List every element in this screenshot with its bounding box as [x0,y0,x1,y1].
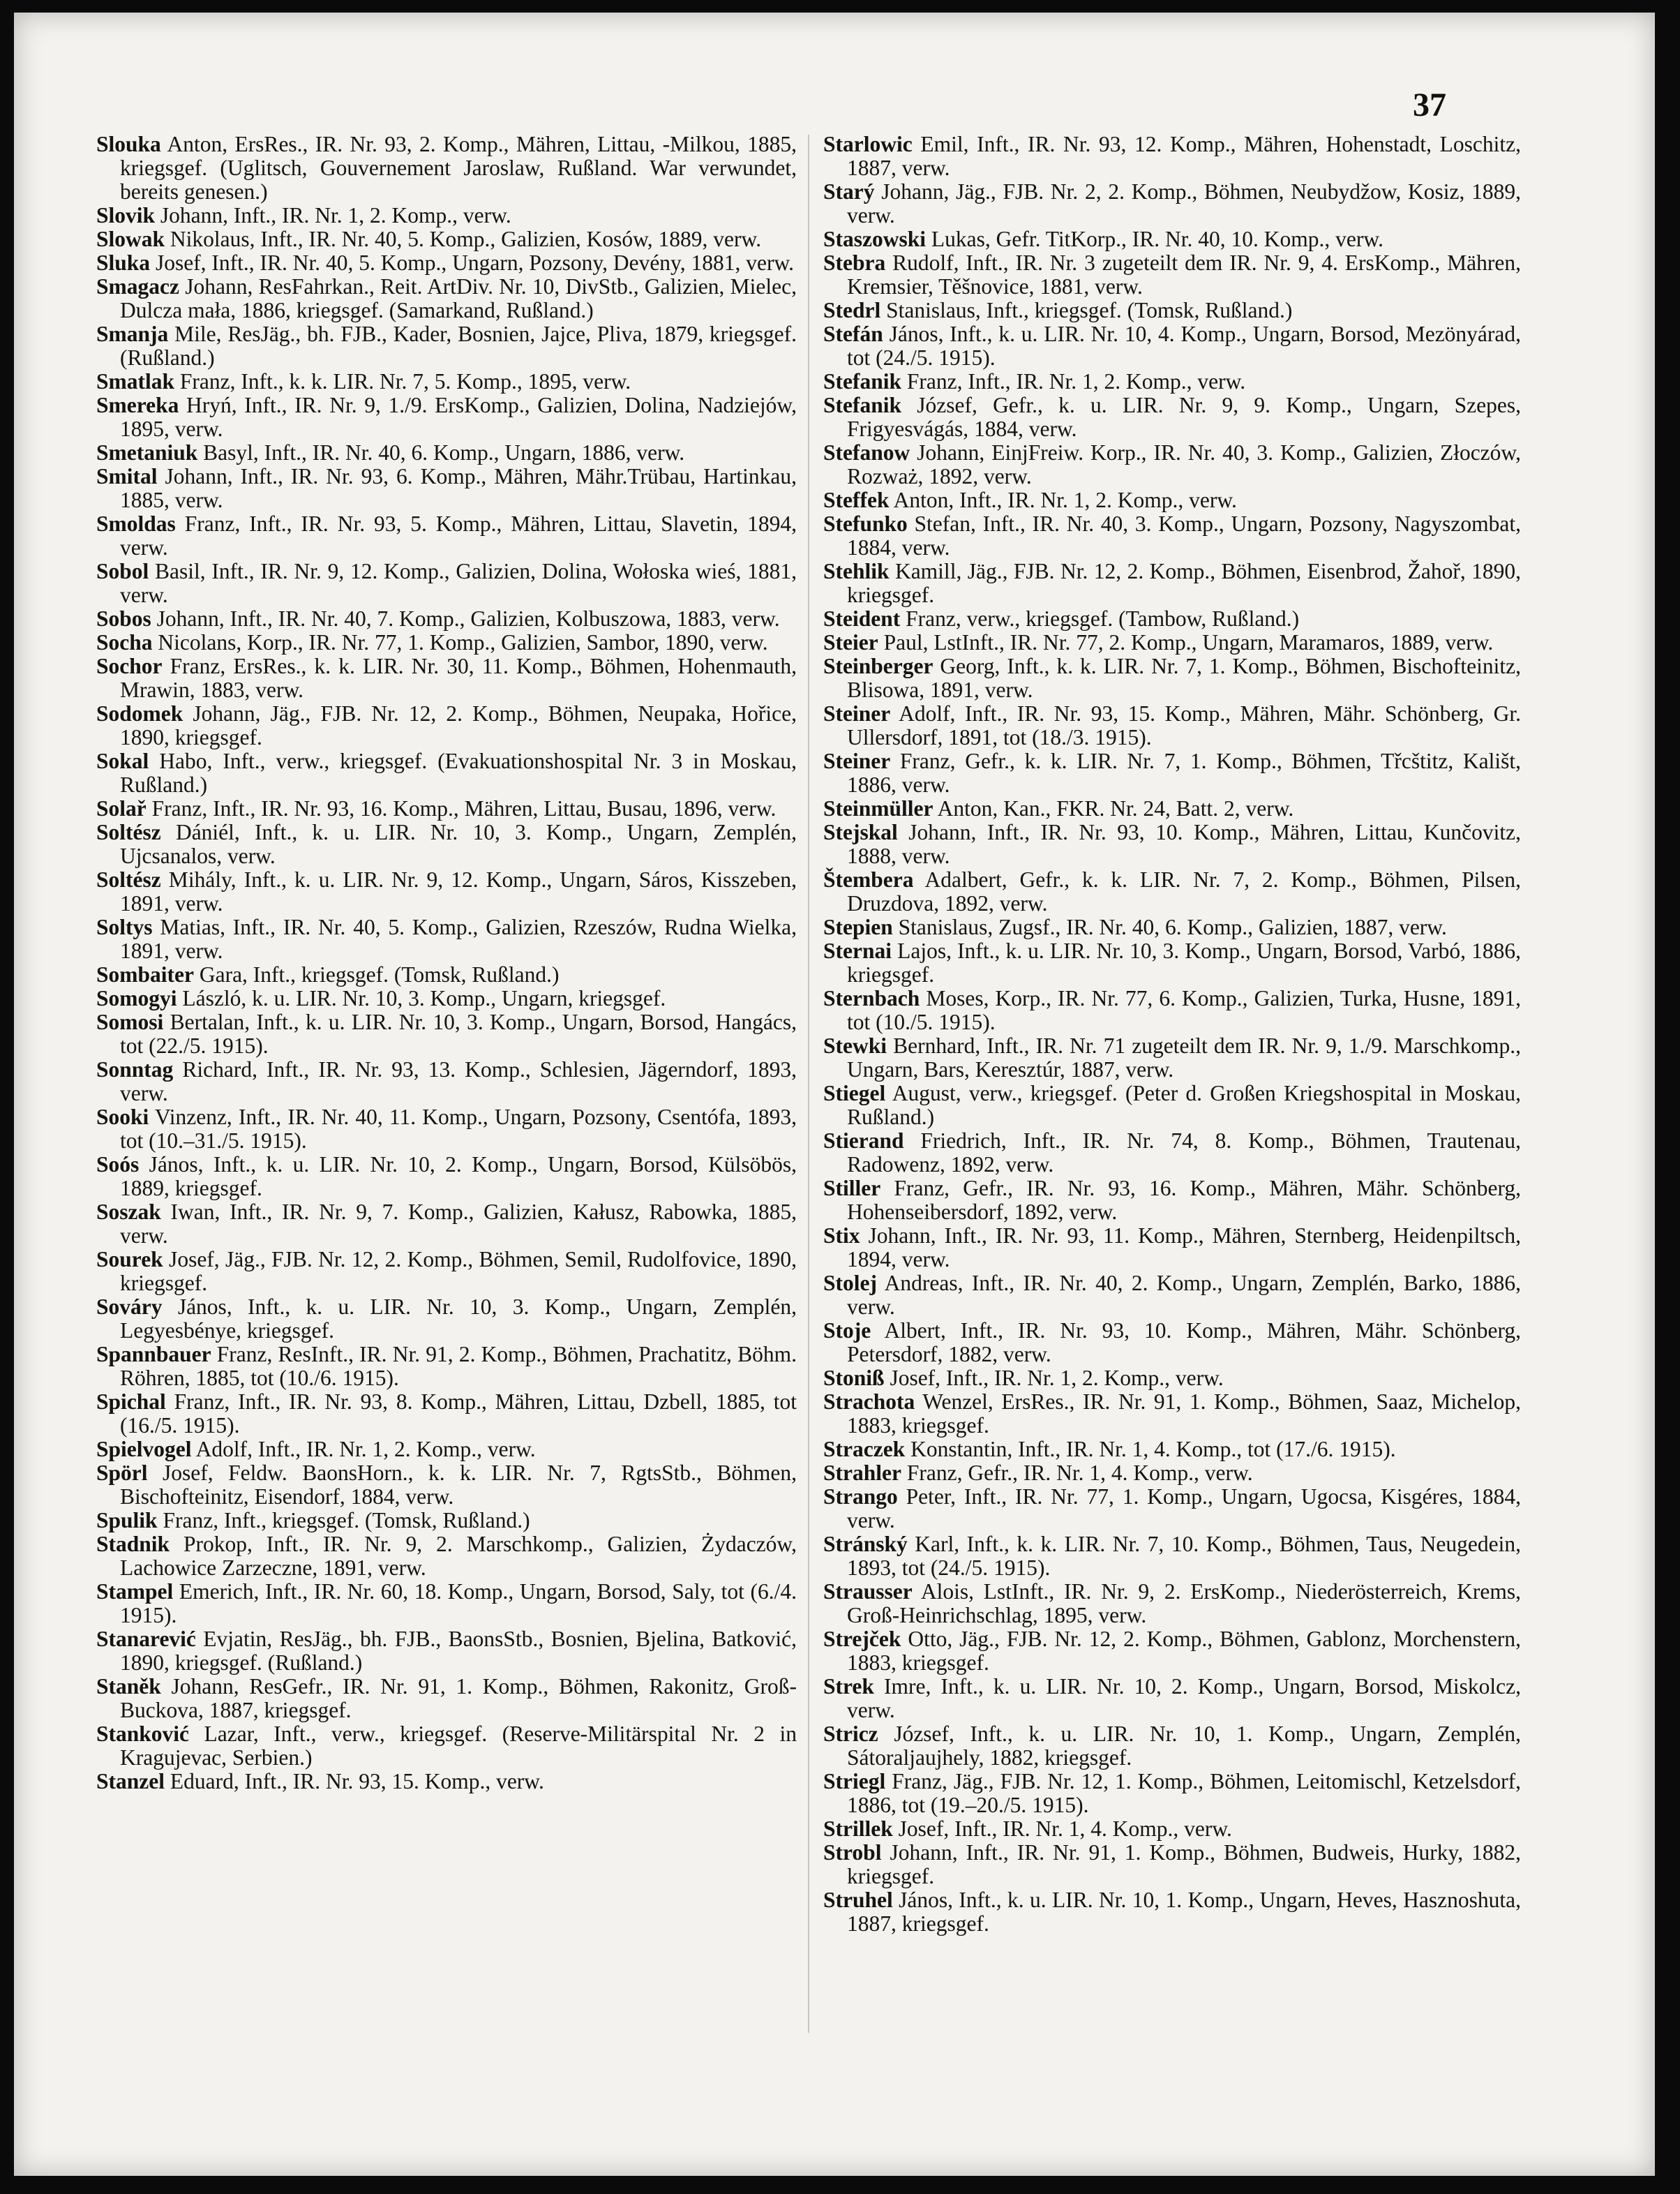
roster-entry [823,180,1521,227]
entry-details: Franz, Inft., IR. Nr. 1, 2. Komp., verw. [901,369,1246,394]
roster-entry [823,1722,1521,1770]
roster-entry [96,322,797,370]
roster-entry [823,1841,1521,1888]
roster-entry [823,322,1521,370]
roster-entry [96,1058,797,1105]
roster-entry [96,1010,797,1058]
entry-surname: Soszak [96,1200,161,1224]
roster-entry [823,1271,1521,1319]
entry-surname: Stricz [823,1722,878,1746]
document-page [14,13,1655,2176]
entry-details: Johann, ResFahrkan., Reit. ArtDiv. Nr. 10, DivStb., Galizien, Mielec, Dulcza mała, 1886, kriegsgef. (Samarkand, Rußland.) [120,274,797,322]
entry-details: Franz, Gefr., k. k. LIR. Nr. 7, 1. Komp., Böhmen, Třcštitz, Kališt, 1886, verw. [847,749,1521,797]
entry-surname: Starlowic [823,132,913,156]
entry-surname: Spannbauer [96,1342,211,1366]
entry-surname: Slouka [96,132,161,156]
roster-entry [96,1153,797,1200]
entry-surname: Sooki [96,1105,149,1129]
entry-details: Johann, EinjFreiw. Korp., IR. Nr. 40, 3. Komp., Galizien, Złoczów, Rozważ, 1892, verw. [847,440,1521,488]
entry-details: Imre, Inft., k. u. LIR. Nr. 10, 2. Komp., Ungarn, Borsod, Miskolcz, verw. [847,1674,1521,1722]
entry-details: László, k. u. LIR. Nr. 10, 3. Komp., Ungarn, kriegsgef. [177,986,666,1010]
roster-entry [823,512,1521,560]
roster-entry [823,987,1521,1034]
entry-surname: Strachota [823,1389,915,1414]
entry-surname: Spielvogel [96,1437,192,1461]
entry-surname: Solař [96,796,147,821]
entry-details: Johann, Inft., IR. Nr. 93, 10. Komp., Mähren, Littau, Kunčovitz, 1888, verw. [847,820,1521,868]
entry-details: Stefan, Inft., IR. Nr. 40, 3. Komp., Ungarn, Pozsony, Nagyszombat, 1884, verw. [847,512,1521,560]
entry-surname: Smagacz [96,274,179,299]
entry-details: Franz, Gefr., IR. Nr. 1, 4. Komp., verw. [901,1461,1253,1485]
roster-entry [96,251,797,275]
entry-details: Evjatin, ResJäg., bh. FJB., BaonsStb., Bosnien, Bjelina, Batković, 1890, kriegsgef. (Rußland.) [120,1627,797,1675]
entry-details: Lajos, Inft., k. u. LIR. Nr. 10, 3. Komp., Ungarn, Borsod, Varbó, 1886, kriegsgef. [847,939,1521,987]
roster-entry [823,1817,1521,1841]
entry-surname: Smital [96,464,158,488]
entry-details: Iwan, Inft., IR. Nr. 9, 7. Komp., Galizien, Kałusz, Rabowka, 1885, verw. [120,1200,797,1248]
entry-details: Franz, ErsRes., k. k. LIR. Nr. 30, 11. Komp., Böhmen, Hohenmauth, Mrawin, 1883, verw. [120,654,797,702]
roster-entry [823,939,1521,987]
entry-surname: Stehlik [823,559,890,583]
entry-surname: Starý [823,179,875,204]
left-column [96,133,797,1793]
entry-surname: Štembera [823,867,914,892]
roster-entry [823,702,1521,749]
entry-surname: Stránský [823,1532,908,1556]
roster-entry [96,512,797,560]
roster-entry [823,1461,1521,1485]
roster-entry [96,1105,797,1153]
roster-entry [96,749,797,797]
entry-surname: Strahler [823,1461,901,1485]
entry-details: Josef, Inft., IR. Nr. 1, 4. Komp., verw. [892,1816,1232,1841]
entry-details: Richard, Inft., IR. Nr. 93, 13. Komp., Schlesien, Jägerndorf, 1893, verw. [120,1057,797,1105]
entry-surname: Sluka [96,251,151,275]
entry-surname: Sobos [96,606,151,631]
entry-details: Anton, Kan., FKR. Nr. 24, Batt. 2, verw. [933,796,1294,821]
roster-entry [96,1461,797,1509]
roster-entry [823,1129,1521,1177]
entry-surname: Struhel [823,1888,893,1912]
roster-entry [823,1177,1521,1224]
entry-surname: Strejček [823,1627,901,1651]
entry-details: Gara, Inft., kriegsgef. (Tomsk, Rußland.) [193,962,560,987]
entry-surname: Stiller [823,1176,881,1200]
entry-details: Mihály, Inft., k. u. LIR. Nr. 9, 12. Komp., Ungarn, Sáros, Kisszeben, 1891, verw. [120,867,797,916]
entry-surname: Smereka [96,393,179,417]
roster-entry [96,1438,797,1461]
entry-details: Adalbert, Gefr., k. k. LIR. Nr. 7, 2. Komp., Böhmen, Pilsen, Druzdova, 1892, verw. [847,867,1521,916]
roster-entry [96,607,797,631]
roster-entry [823,370,1521,394]
entry-surname: Spichal [96,1389,166,1414]
entry-details: Alois, LstInft., IR. Nr. 9, 2. ErsKomp., Niederösterreich, Krems, Groß-Heinrichschlag, 1895, verw. [847,1579,1521,1627]
roster-entry [96,275,797,322]
entry-surname: Steiner [823,749,891,773]
right-column [823,133,1521,1936]
entry-surname: Steier [823,630,878,655]
entry-surname: Sodomek [96,701,183,726]
entry-surname: Stanzel [96,1769,165,1793]
entry-surname: Staněk [96,1674,161,1699]
entry-details: Franz, ResInft., IR. Nr. 91, 2. Komp., Böhmen, Prachatitz, Böhm. Röhren, 1885, tot (10./6. 1915). [120,1342,797,1390]
entry-surname: Stefanik [823,393,902,417]
entry-details: Emerich, Inft., IR. Nr. 60, 18. Komp., Ungarn, Borsod, Saly, tot (6./4. 1915). [120,1579,797,1627]
entry-details: Hryń, Inft., IR. Nr. 9, 1./9. ErsKomp., Galizien, Dolina, Nadziejów, 1895, verw. [120,393,797,441]
entry-surname: Smatlak [96,369,175,394]
entry-surname: Steiner [823,701,891,726]
entry-details: Matias, Inft., IR. Nr. 40, 5. Komp., Galizien, Rzeszów, Rudna Wielka, 1891, verw. [120,915,797,963]
roster-entry [823,1082,1521,1129]
entry-surname: Strek [823,1674,874,1699]
roster-entry [823,227,1521,251]
entry-surname: Stolej [823,1271,877,1295]
roster-entry [96,465,797,512]
entry-details: Anton, Inft., IR. Nr. 1, 2. Komp., verw. [889,488,1237,512]
entry-surname: Slovik [96,203,156,227]
roster-entry [823,1532,1521,1580]
entry-details: János, Inft., k. u. LIR. Nr. 10, 2. Komp., Ungarn, Borsod, Külsöbös, 1889, kriegsgef. [120,1152,797,1200]
entry-details: Bernhard, Inft., IR. Nr. 71 zugeteilt dem IR. Nr. 9, 1./9. Marschkomp., Ungarn, Bars, Keresztúr, 1887, verw. [847,1033,1521,1082]
roster-entry [96,1343,797,1390]
entry-surname: Stefanow [823,440,910,465]
roster-entry [823,607,1521,631]
roster-entry [823,1366,1521,1390]
entry-surname: Stoniß [823,1366,885,1390]
roster-entry [96,1627,797,1675]
roster-entry [96,370,797,394]
entry-details: Johann, Inft., IR. Nr. 91, 1. Komp., Böhmen, Budweis, Hurky, 1882, kriegsgef. [847,1840,1521,1888]
roster-entry [96,1509,797,1532]
entry-details: Eduard, Inft., IR. Nr. 93, 15. Komp., verw. [165,1769,544,1793]
roster-entry [96,133,797,204]
entry-details: Franz, Inft., k. k. LIR. Nr. 7, 5. Komp., 1895, verw. [174,369,631,394]
roster-entry [823,1438,1521,1461]
entry-surname: Straczek [823,1437,906,1461]
roster-entry [96,1295,797,1343]
roster-entry [96,821,797,868]
entry-surname: Soltész [96,820,161,844]
roster-entry [823,251,1521,299]
entry-surname: Stoje [823,1318,871,1343]
entry-details: Lukas, Gefr. TitKorp., IR. Nr. 40, 10. Komp., verw. [926,227,1383,251]
entry-details: Anton, ErsRes., IR. Nr. 93, 2. Komp., Mähren, Littau, -Milkou, 1885, kriegsgef. (Uglitsch, Gouvernement Jaroslaw, Rußland. War verwundet, bereits genesen.) [120,132,797,204]
entry-details: Johann, Jäg., FJB. Nr. 12, 2. Komp., Böhmen, Neupaka, Hořice, 1890, kriegsgef. [120,701,797,749]
entry-surname: Stejskal [823,820,898,844]
entry-surname: Sochor [96,654,163,678]
entry-details: Kamill, Jäg., FJB. Nr. 12, 2. Komp., Böhmen, Eisenbrod, Žahoř, 1890, kriegsgef. [847,559,1521,607]
roster-entry [96,1675,797,1722]
entry-surname: Sokal [96,749,149,773]
entry-surname: Smoldas [96,512,176,536]
roster-entry [823,916,1521,939]
roster-entry [823,1485,1521,1532]
entry-details: Josef, Inft., IR. Nr. 40, 5. Komp., Ungarn, Pozsony, Devény, 1881, verw. [150,251,795,275]
entry-details: Otto, Jäg., FJB. Nr. 12, 2. Komp., Böhmen, Gablonz, Morchenstern, 1883, kriegsgef. [847,1627,1521,1675]
entry-surname: Staszowski [823,227,927,251]
roster-entry [96,1722,797,1770]
entry-details: Dániél, Inft., k. u. LIR. Nr. 10, 3. Komp., Ungarn, Zemplén, Ujcsanalos, verw. [120,820,797,868]
roster-entry [96,441,797,465]
entry-surname: Stampel [96,1579,174,1604]
entry-details: Friedrich, Inft., IR. Nr. 74, 8. Komp., Böhmen, Trautenau, Radowenz, 1892, verw. [847,1128,1521,1177]
roster-entry [823,1675,1521,1722]
entry-surname: Stepien [823,915,893,939]
entry-details: Nicolans, Korp., IR. Nr. 77, 1. Komp., Galizien, Sambor, 1890, verw. [152,630,768,655]
entry-surname: Sombaiter [96,962,194,987]
entry-surname: Soós [96,1152,140,1177]
roster-entry [823,1224,1521,1271]
entry-details: Paul, LstInft., IR. Nr. 77, 2. Komp., Ungarn, Maramaros, 1889, verw. [878,630,1494,655]
entry-surname: Stewki [823,1033,887,1058]
roster-entry [823,488,1521,512]
roster-entry [823,749,1521,797]
entry-surname: Spulik [96,1508,158,1532]
entry-details: Konstantin, Inft., IR. Nr. 1, 4. Komp., tot (17./6. 1915). [905,1437,1396,1461]
entry-details: Karl, Inft., k. k. LIR. Nr. 7, 10. Komp., Böhmen, Taus, Neugedein, 1893, tot (24./5. 1915). [847,1532,1521,1580]
roster-entry [823,1319,1521,1366]
roster-entry [96,1200,797,1248]
entry-surname: Sternbach [823,986,920,1010]
entry-surname: Stefán [823,322,883,346]
entry-surname: Stix [823,1223,860,1248]
entry-details: Emil, Inft., IR. Nr. 93, 12. Komp., Mähren, Hohenstadt, Loschitz, 1887, verw. [847,132,1521,180]
entry-details: Moses, Korp., IR. Nr. 77, 6. Komp., Galizien, Turka, Husne, 1891, tot (10./5. 1915). [847,986,1521,1034]
roster-entry [96,797,797,821]
entry-details: Franz, verw., kriegsgef. (Tambow, Rußland.) [900,606,1300,631]
entry-details: Johann, Jäg., FJB. Nr. 2, 2. Komp., Böhmen, Neubydžow, Kosiz, 1889, verw. [847,179,1521,227]
roster-entry [96,1770,797,1793]
entry-surname: Soltys [96,915,153,939]
entry-details: Franz, Jäg., FJB. Nr. 12, 1. Komp., Böhmen, Leitomischl, Ketzelsdorf, 1886, tot (19.–20./5. 1915). [847,1769,1521,1817]
entry-surname: Slowak [96,227,165,251]
entry-details: Johann, Inft., IR. Nr. 40, 7. Komp., Galizien, Kolbuszowa, 1883, verw. [151,606,780,631]
roster-entry [96,868,797,916]
entry-details: Mile, ResJäg., bh. FJB., Kader, Bosnien, Jajce, Pliva, 1879, kriegsgef. (Rußland.) [120,322,797,370]
roster-entry [823,394,1521,441]
roster-entry [823,441,1521,488]
roster-entry [96,655,797,702]
roster-entry [96,1580,797,1627]
entry-details: Stanislaus, Inft., kriegsgef. (Tomsk, Rußland.) [880,298,1293,322]
entry-details: Franz, Inft., IR. Nr. 93, 16. Komp., Mähren, Littau, Busau, 1896, verw. [146,796,777,821]
entry-details: Stanislaus, Zugsf., IR. Nr. 40, 6. Komp., Galizien, 1887, verw. [892,915,1447,939]
entry-surname: Somosi [96,1010,164,1034]
entry-details: József, Gefr., k. u. LIR. Nr. 9, 9. Komp., Ungarn, Szepes, Frigyesvágás, 1884, verw. [847,393,1521,441]
entry-details: János, Inft., k. u. LIR. Nr. 10, 4. Komp., Ungarn, Borsod, Mezönyárad, tot (24./5. 1915). [847,322,1521,370]
entry-details: Lazar, Inft., verw., kriegsgef. (Reserve-Militärspital Nr. 2 in Kragujevac, Serbien.) [120,1722,797,1770]
roster-entry [823,1034,1521,1082]
entry-details: Peter, Inft., IR. Nr. 77, 1. Komp., Ungarn, Ugocsa, Kisgéres, 1884, verw. [847,1484,1521,1532]
entry-surname: Steinmüller [823,796,933,821]
roster-entry [823,868,1521,916]
entry-details: Vinzenz, Inft., IR. Nr. 40, 11. Komp., Ungarn, Pozsony, Csentófa, 1893, tot (10.–31./5. 1915). [120,1105,797,1153]
entry-surname: Steinberger [823,654,933,678]
column-divider [808,135,809,2033]
entry-surname: Spörl [96,1461,148,1485]
entry-details: Wenzel, ErsRes., IR. Nr. 91, 1. Komp., Böhmen, Saaz, Michelop, 1883, kriegsgef. [847,1389,1521,1438]
entry-details: Basyl, Inft., IR. Nr. 40, 6. Komp., Ungarn, 1886, verw. [197,440,685,465]
roster-entry [823,1770,1521,1817]
entry-details: Prokop, Inft., IR. Nr. 9, 2. Marschkomp., Galizien, Żydaczów, Lachowice Zarzeczne, 1891, verw. [120,1532,797,1580]
roster-entry [96,394,797,441]
roster-entry [96,204,797,227]
entry-details: Bertalan, Inft., k. u. LIR. Nr. 10, 3. Komp., Ungarn, Borsod, Hangács, tot (22./5. 1915). [120,1010,797,1058]
roster-entry [96,963,797,987]
entry-details: Johann, ResGefr., IR. Nr. 91, 1. Komp., Böhmen, Rakonitz, Groß-Buckova, 1887, kriegsgef. [120,1674,797,1722]
entry-surname: Strango [823,1484,898,1509]
entry-surname: Stierand [823,1128,904,1153]
entry-details: Josef, Feldw. BaonsHorn., k. k. LIR. Nr. 7, RgtsStb., Böhmen, Bischofteinitz, Eisendorf, 1884, verw. [120,1461,797,1509]
entry-details: Habo, Inft., verw., kriegsgef. (Evakuationshospital Nr. 3 in Moskau, Rußland.) [120,749,797,797]
roster-entry [96,1248,797,1295]
entry-surname: Stanković [96,1722,190,1746]
roster-entry [823,1580,1521,1627]
roster-entry [823,1390,1521,1438]
entry-surname: Stefanik [823,369,902,394]
entry-surname: Sonntag [96,1057,174,1082]
roster-entry [823,631,1521,655]
entry-details: Georg, Inft., k. k. LIR. Nr. 7, 1. Komp., Böhmen, Bischofteinitz, Blisowa, 1891, verw. [847,654,1521,702]
roster-entry [823,133,1521,180]
entry-details: Nikolaus, Inft., IR. Nr. 40, 5. Komp., Galizien, Kosów, 1889, verw. [165,227,762,251]
entry-surname: Smetaniuk [96,440,198,465]
entry-details: Josef, Jäg., FJB. Nr. 12, 2. Komp., Böhmen, Semil, Rudolfovice, 1890, kriegsgef. [120,1247,797,1295]
entry-details: Franz, Inft., IR. Nr. 93, 8. Komp., Mähren, Littau, Dzbell, 1885, tot (16./5. 1915). [120,1389,797,1438]
entry-details: Johann, Inft., IR. Nr. 93, 11. Komp., Mähren, Sternberg, Heidenpiltsch, 1894, verw. [847,1223,1521,1271]
entry-details: Albert, Inft., IR. Nr. 93, 10. Komp., Mähren, Mähr. Schönberg, Petersdorf, 1882, verw. [847,1318,1521,1366]
entry-details: János, Inft., k. u. LIR. Nr. 10, 3. Komp., Ungarn, Zemplén, Legyesbénye, kriegsgef. [120,1294,797,1343]
entry-details: Adolf, Inft., IR. Nr. 93, 15. Komp., Mähren, Mähr. Schönberg, Gr. Ullersdorf, 1891, tot (18./3. 1915). [847,701,1521,749]
entry-details: Franz, Inft., kriegsgef. (Tomsk, Rußland.) [157,1508,530,1532]
entry-details: József, Inft., k. u. LIR. Nr. 10, 1. Komp., Ungarn, Zemplén, Sátoraljaujhely, 1882, kriegsgef. [847,1722,1521,1770]
entry-details: Franz, Inft., IR. Nr. 93, 5. Komp., Mähren, Littau, Slavetin, 1894, verw. [120,512,797,560]
entry-details: Rudolf, Inft., IR. Nr. 3 zugeteilt dem IR. Nr. 9, 4. ErsKomp., Mähren, Kremsier, Těšnovice, 1881, verw. [847,251,1521,299]
entry-surname: Socha [96,630,153,655]
entry-surname: Soltész [96,867,161,892]
entry-details: Franz, Gefr., IR. Nr. 93, 16. Komp., Mähren, Mähr. Schönberg, Hohenseibersdorf, 1892, verw. [847,1176,1521,1224]
entry-surname: Stebra [823,251,886,275]
roster-entry [96,560,797,607]
entry-surname: Sternai [823,939,892,963]
roster-entry [96,1390,797,1438]
roster-entry [823,821,1521,868]
roster-entry [96,227,797,251]
entry-surname: Sobol [96,559,149,583]
roster-entry [823,1888,1521,1936]
entry-surname: Stadnik [96,1532,170,1556]
roster-entry [96,631,797,655]
entry-details: Johann, Inft., IR. Nr. 93, 6. Komp., Mähren, Mähr.Trübau, Hartinkau, 1885, verw. [120,464,797,512]
entry-surname: Somogyi [96,986,177,1010]
roster-entry [96,1532,797,1580]
roster-entry [823,797,1521,821]
entry-surname: Steffek [823,488,890,512]
entry-surname: Sováry [96,1294,163,1319]
entry-surname: Stanarević [96,1627,196,1651]
roster-entry [96,987,797,1010]
entry-details: János, Inft., k. u. LIR. Nr. 10, 1. Komp., Ungarn, Heves, Hasznoshuta, 1887, kriegsgef. [847,1888,1521,1936]
entry-details: Johann, Inft., IR. Nr. 1, 2. Komp., verw. [155,203,511,227]
entry-surname: Stedrl [823,298,881,322]
entry-surname: Stiegel [823,1081,886,1105]
page-number: 37 [1413,87,1446,124]
entry-surname: Steident [823,606,901,631]
roster-entry [823,560,1521,607]
entry-surname: Stefunko [823,512,908,536]
entry-details: Basil, Inft., IR. Nr. 9, 12. Komp., Galizien, Dolina, Wołoska wieś, 1881, verw. [120,559,797,607]
entry-surname: Strausser [823,1579,913,1604]
roster-entry [823,655,1521,702]
entry-surname: Strobl [823,1840,882,1865]
roster-entry [823,299,1521,322]
roster-entry [823,1627,1521,1675]
roster-entry [96,702,797,749]
roster-entry [96,916,797,963]
entry-details: Adolf, Inft., IR. Nr. 1, 2. Komp., verw. [191,1437,536,1461]
entry-surname: Sourek [96,1247,163,1271]
entry-details: August, verw., kriegsgef. (Peter d. Großen Kriegshospital in Moskau, Rußland.) [847,1081,1521,1129]
entry-details: Andreas, Inft., IR. Nr. 40, 2. Komp., Ungarn, Zemplén, Barko, 1886, verw. [847,1271,1521,1319]
entry-surname: Strillek [823,1816,893,1841]
entry-details: Josef, Inft., IR. Nr. 1, 2. Komp., verw. [884,1366,1224,1390]
entry-surname: Smanja [96,322,169,346]
entry-surname: Striegl [823,1769,886,1793]
